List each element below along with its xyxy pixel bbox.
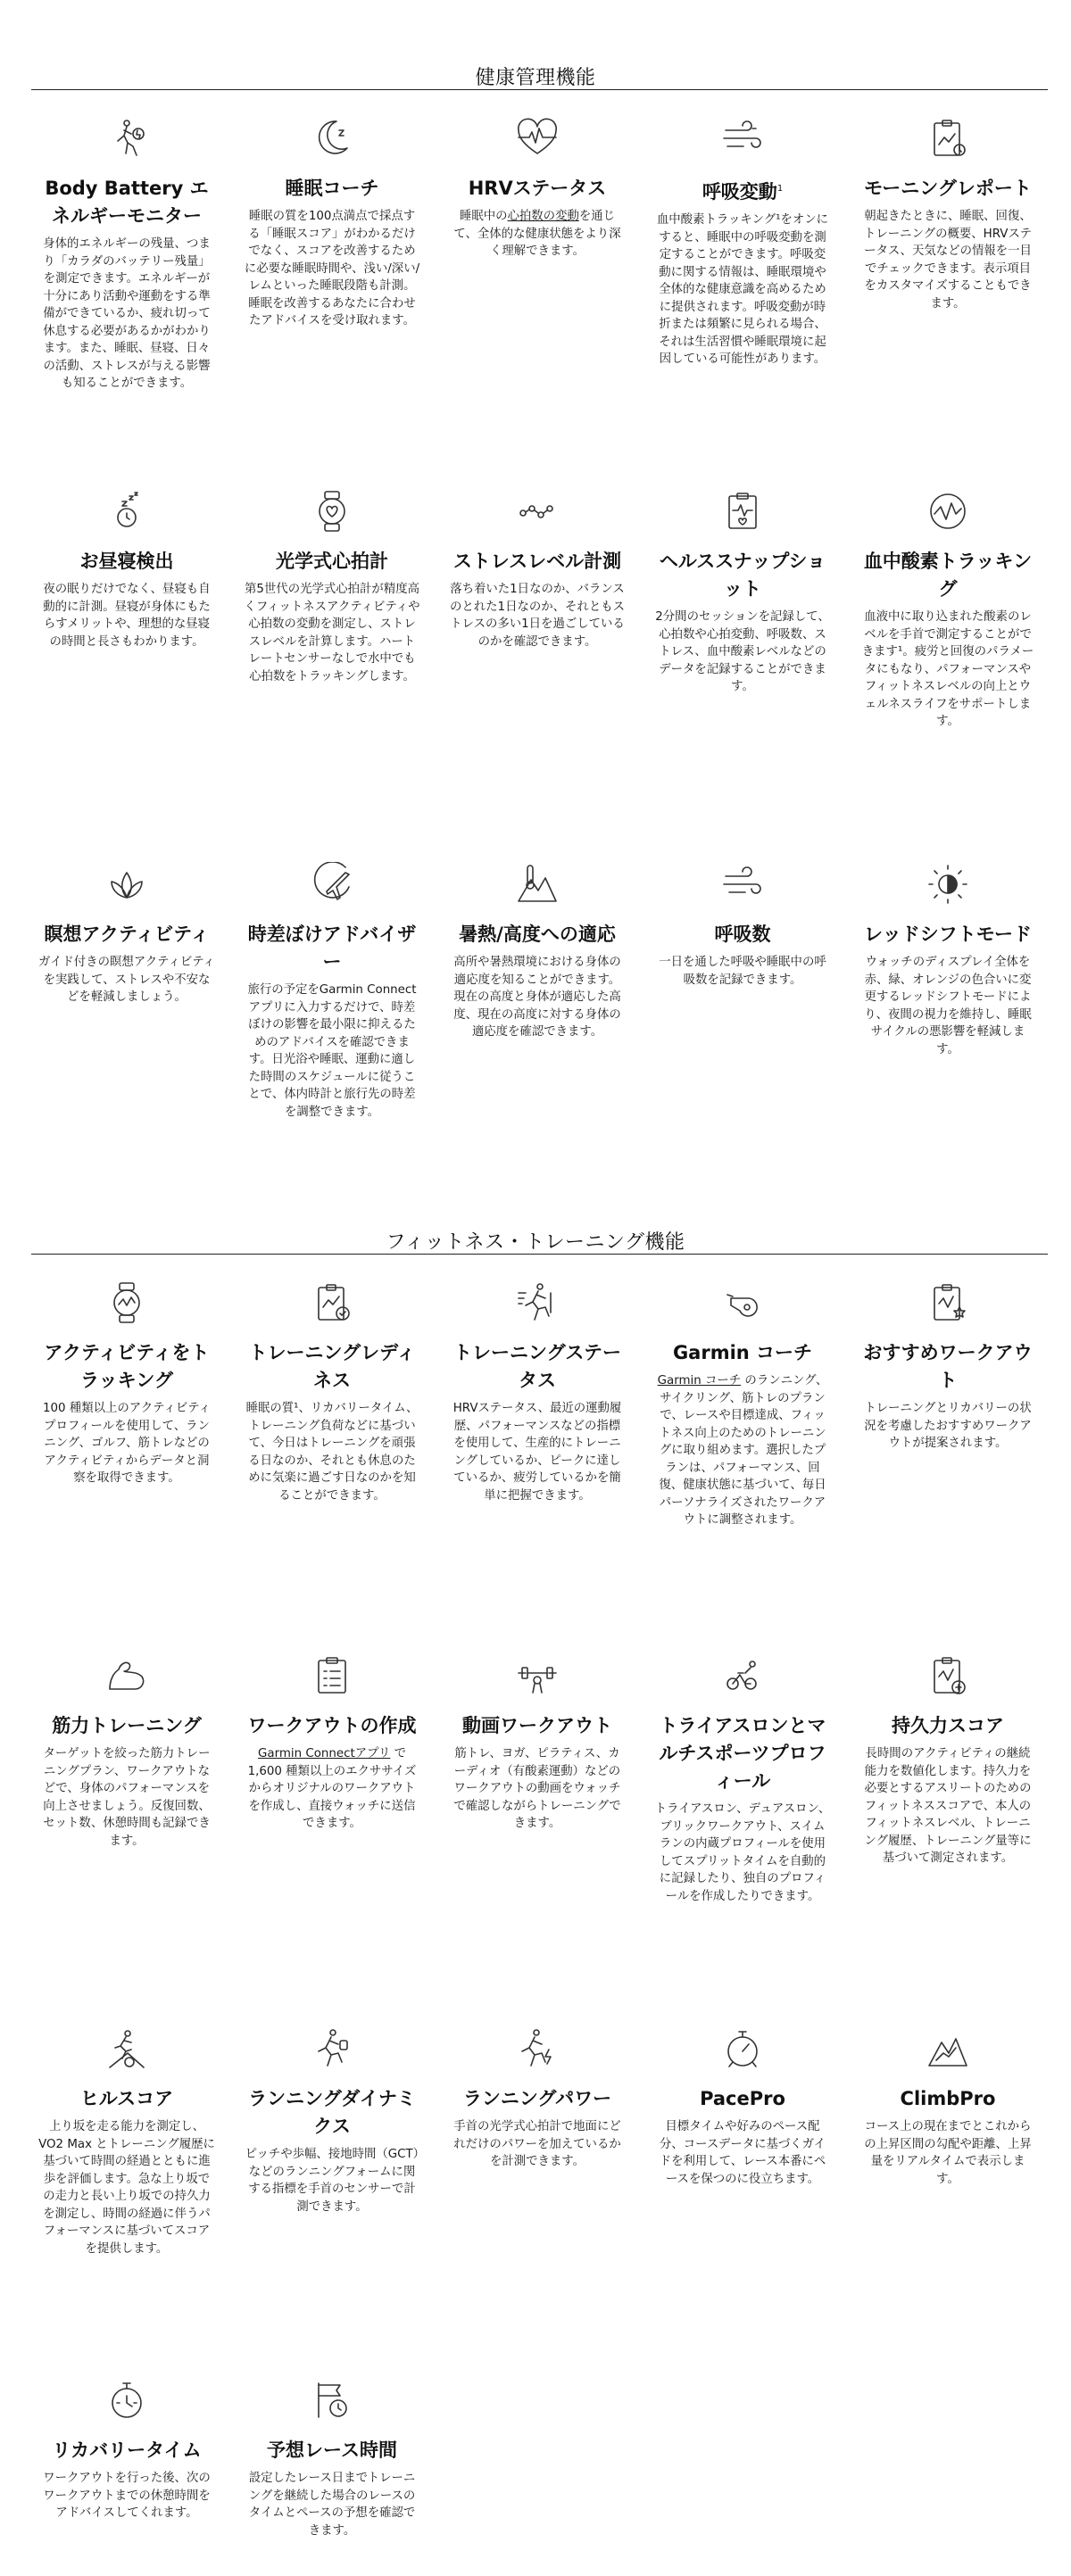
feature-description xyxy=(647,1372,838,1529)
feature-title-text: トライアスロンとマルチスポーツプロフィール xyxy=(659,1715,826,1792)
respiration-icon xyxy=(647,853,838,915)
feature-card xyxy=(237,2369,428,2539)
feature-title-text: 瞑想アクティビティ xyxy=(44,924,210,945)
recovery-time-icon xyxy=(31,2369,222,2431)
description-text: 睡眠の質を100点満点で採点する「睡眠スコア」がわかるだけでなく、スコアを改善するために必要な睡眠時間や、浅い/深い/レムといった睡眠段階も計測。睡眠を改善するあなたに合わせたアドバイスを受け取れます。 xyxy=(244,210,420,327)
feature-title-text: モーニングレポート xyxy=(864,178,1032,199)
feature-description xyxy=(442,581,633,650)
feature-card xyxy=(442,2017,633,2171)
feature-card xyxy=(442,480,633,650)
feature-card xyxy=(647,2017,838,2188)
feature-title xyxy=(647,175,838,206)
feature-title-text: ランニングパワー xyxy=(462,2088,612,2109)
feature-title xyxy=(442,1339,633,1395)
health-section xyxy=(0,54,1071,1119)
stress-level-icon xyxy=(442,480,633,543)
feature-title-text: トレーニングレディネス xyxy=(248,1342,416,1391)
feature-title xyxy=(852,1339,1043,1395)
description-text: 血中酸素トラッキング¹をオンにすると、睡眠中の呼吸変動を測定することができます。呼吸変動に関する情報は、睡眠環境や全体的な健康意識を高めるために提供されます。呼吸変動が時折または頻繁に見られる場合、それは生活習慣や睡眠環境に起因している可能性があります。 xyxy=(656,213,829,366)
feature-description xyxy=(442,2118,633,2171)
feature-card xyxy=(442,107,633,261)
red-shift-icon xyxy=(852,853,1043,915)
description-text: で 1,600 種類以上のエクササイズからオリジナルのワークアウトを作成し、直接ウォッチに送信できます。 xyxy=(247,1747,417,1830)
description-text: 筋トレ、ヨガ、ピラティス、カーディオ（有酸素運動）などのワークアウトの動画をウォッチで確認しながらトレーニングできます。 xyxy=(453,1747,621,1830)
feature-title xyxy=(647,1339,838,1367)
triathlon-icon xyxy=(647,1644,838,1707)
feature-title xyxy=(237,921,428,976)
feature-description xyxy=(442,1400,633,1504)
jet-lag-icon xyxy=(237,853,428,915)
feature-card xyxy=(31,2017,222,2257)
feature-title xyxy=(31,548,222,576)
meditation-icon xyxy=(31,853,222,915)
feature-description xyxy=(852,1400,1043,1453)
workout-creation-icon xyxy=(237,1644,428,1707)
feature-description xyxy=(31,2470,222,2522)
feature-card xyxy=(31,2369,222,2522)
feature-title-text: 呼吸変動 xyxy=(702,181,777,203)
description-text: 旅行の予定をGarmin Connect アプリに入力するだけで、時差ぼけの影響を最小限に抑えるためのアドバイスを確認できます。日光浴や睡眠、運動に適した時間のスケジュールに従うことで、体内時計と旅行先の時差を調整できます。 xyxy=(247,983,417,1119)
feature-card xyxy=(647,853,838,989)
feature-title-text: 暑熱/高度への適応 xyxy=(459,924,616,945)
running-dynamics-icon xyxy=(237,2017,428,2080)
feature-title-text: HRVステータス xyxy=(468,178,607,199)
description-text: ターゲットを絞った筋力トレーニングプラン、ワークアウトなどで、身体のパフォーマンスを向上させましょう。反復回数、セット数、休憩時間も記録できます。 xyxy=(43,1747,211,1848)
feature-description xyxy=(442,1745,633,1833)
feature-card xyxy=(442,853,633,1041)
description-text: 落ち着いた1日なのか、バランスのとれた1日なのか、それともストレスの多い1日を過ごしているのかを確認できます。 xyxy=(450,583,625,649)
sleep-coach-icon xyxy=(237,107,428,170)
feature-description xyxy=(31,2118,222,2257)
animated-workout-icon xyxy=(442,1644,633,1707)
description-text: 上り坂を走る能力を測定し、VO2 Max とトレーニング履歴に基づいて時間の経過とともに進歩を評価します。急な上り坂での走力と長い上り坂での持久力を測定し、時間の経過に伴うパフォーマンスに基づいてスコアを提供します。 xyxy=(38,2120,215,2256)
feature-card xyxy=(647,1271,838,1529)
description-text: 高所や暑熱環境における身体の適応度を知ることができます。現在の高度と身体が適応した高度、現在の高度に対する身体の適応度を確認できます。 xyxy=(453,956,621,1039)
feature-description xyxy=(31,1400,222,1487)
feature-title-text: Body Battery エネルギーモニター xyxy=(45,178,209,227)
training-status-icon xyxy=(442,1271,633,1334)
feature-description xyxy=(237,2470,428,2539)
feature-card xyxy=(647,480,838,696)
feature-title-text: アクティビティをトラッキング xyxy=(44,1342,210,1391)
feature-card xyxy=(852,2017,1043,2188)
description-text: ガイド付きの瞑想アクティビティを実践して、ストレスや不安などを軽減しましょう。 xyxy=(38,956,215,1004)
feature-description xyxy=(442,954,633,1041)
feature-title-text: リカバリータイム xyxy=(52,2439,202,2461)
feature-title xyxy=(237,1712,428,1740)
feature-description xyxy=(852,2118,1043,2188)
feature-title-text: Garmin コーチ xyxy=(672,1342,813,1363)
feature-title-text: 予想レース時間 xyxy=(267,2439,397,2461)
description-text: 身体的エネルギーの残量、つまり「カラダのバッテリー残量」を測定できます。エネルギーが十分にあり活動や運動をする準備ができているか、疲れ切って休息する必要があるかがわかります。また、睡眠、昼寝、日々の活動、ストレスが与える影響も知ることができます。 xyxy=(43,237,211,390)
feature-card xyxy=(31,1644,222,1850)
strength-training-icon xyxy=(31,1644,222,1707)
feature-title-text: 筋力トレーニング xyxy=(52,1715,202,1736)
section-divider xyxy=(31,89,1048,90)
suggested-workout-icon xyxy=(852,1271,1043,1334)
feature-description xyxy=(852,609,1043,731)
feature-description xyxy=(647,954,838,989)
body-battery-icon xyxy=(31,107,222,170)
feature-title xyxy=(852,548,1043,603)
feature-description xyxy=(647,609,838,696)
description-text: 夜の眠りだけでなく、昼寝も自動的に計測。昼寝が身体にもたらすメリットや、理想的な昼寝の時間と長さもわかります。 xyxy=(43,583,211,649)
description-text: コース上の現在までとこれからの上昇区間の勾配や距離、上昇量をリアルタイムで表示します。 xyxy=(864,2120,1032,2186)
description-text: ウォッチのディスプレイ全体を赤、緑、オレンジの色合いに変更するレッドシフトモードにより、夜間の視力を維持し、睡眠サイクルの悪影響を軽減します。 xyxy=(864,956,1032,1056)
feature-title-text: 睡眠コーチ xyxy=(285,178,379,199)
feature-title-text: トレーニングステータス xyxy=(453,1342,621,1391)
section-title: フィットネス・トレーニング機能 xyxy=(386,1231,685,1254)
description-link[interactable]: Garmin Connectアプリ xyxy=(257,1747,391,1760)
feature-description xyxy=(237,1745,428,1833)
feature-title-text: 動画ワークアウト xyxy=(462,1715,612,1736)
fitness-section-header xyxy=(0,1218,1071,1268)
description-text: トライアスロン、デュアスロン、ブリックワークアウト、スイムランの内蔵プロフィールを使用してスプリットタイムを自動的に記録したり、独自のプロフィールを作成したりできます。 xyxy=(654,1802,831,1903)
feature-description xyxy=(31,236,222,393)
feature-description xyxy=(647,1801,838,1905)
feature-title xyxy=(442,1712,633,1740)
feature-description xyxy=(852,954,1043,1058)
feature-card xyxy=(852,853,1043,1058)
feature-description xyxy=(237,581,428,685)
description-text: トレーニングとリカバリーの状況を考慮したおすすめワークアウトが提案されます。 xyxy=(864,1402,1032,1450)
feature-title xyxy=(31,921,222,948)
climbpro-icon xyxy=(852,2017,1043,2080)
description-text: 睡眠の質¹、リカバリータイム、トレーニング負荷などに基づいて、今日はトレーニングを頑張る日なのか、それとも休息のために気楽に過ごす日なのかを知ることができます。 xyxy=(245,1402,419,1503)
training-readiness-icon xyxy=(237,1271,428,1334)
fitness-section xyxy=(0,1218,1071,2538)
description-text: 100 種類以上のアクティビティプロフィールを使用して、ランニング、ゴルフ、筋トレなどのアクティビティからデータと洞察を取得できます。 xyxy=(43,1402,211,1485)
feature-description xyxy=(31,581,222,650)
feature-title-text: レッドシフトモード xyxy=(864,924,1032,945)
endurance-score-icon xyxy=(852,1644,1043,1707)
feature-description xyxy=(852,208,1043,312)
feature-card xyxy=(442,1644,633,1833)
optical-hr-icon xyxy=(237,480,428,543)
feature-card xyxy=(31,480,222,650)
race-predictor-icon xyxy=(237,2369,428,2431)
feature-card xyxy=(237,1644,428,1833)
feature-title xyxy=(442,2085,633,2113)
feature-description xyxy=(237,208,428,330)
nap-detection-icon xyxy=(31,480,222,543)
feature-card xyxy=(852,1644,1043,1868)
description-text: 血液中に取り込まれた酸素のレベルを手首で測定することができます¹。疲労と回復のパラメータにもなり、パフォーマンスやフィットネスレベルの向上とウェルネスライフをサポートします。 xyxy=(861,610,1034,728)
feature-description xyxy=(237,1400,428,1504)
feature-card xyxy=(647,107,838,369)
feature-title xyxy=(852,2085,1043,2113)
description-text: 朝起きたときに、睡眠、回復、トレーニングの概要、HRVステータス、天気などの情報を一目でチェックできます。表示項目をカスタマイズすることもできます。 xyxy=(864,210,1032,311)
feature-card xyxy=(237,480,428,685)
feature-title xyxy=(442,921,633,948)
feature-card xyxy=(852,107,1043,312)
feature-title-text: ランニングダイナミクス xyxy=(248,2088,416,2137)
section-title: 健康管理機能 xyxy=(475,67,596,89)
description-text: を通じて、全体的な健康状態をより深く理解できます。 xyxy=(453,210,621,258)
feature-card xyxy=(237,2017,428,2216)
feature-title-text: ストレスレベル計測 xyxy=(452,551,622,572)
feature-card xyxy=(31,1271,222,1487)
morning-report-icon xyxy=(852,107,1043,170)
description-text: 睡眠中の xyxy=(459,210,508,223)
feature-title-text: ワークアウトの作成 xyxy=(247,1715,417,1736)
footnote-marker: 1 xyxy=(776,184,784,194)
feature-title-text: 呼吸数 xyxy=(714,924,771,945)
feature-title-text: ヘルススナップショット xyxy=(659,551,826,600)
feature-card xyxy=(237,853,428,1121)
feature-title xyxy=(31,1339,222,1395)
pacepro-icon xyxy=(647,2017,838,2080)
feature-description xyxy=(442,208,633,261)
description-link[interactable]: Garmin コーチ xyxy=(657,1374,742,1387)
section-divider xyxy=(31,1254,1048,1255)
hill-score-icon xyxy=(31,2017,222,2080)
feature-description xyxy=(852,1745,1043,1868)
description-text: 設定したレース日までトレーニングを継続した場合のレースのタイムとペースの予想を確認できます。 xyxy=(248,2472,416,2538)
feature-title xyxy=(237,1339,428,1395)
description-text: ピッチや歩幅、接地時間（GCT）などのランニングフォームに関する指標を手首のセンサーで計測できます。 xyxy=(245,2148,419,2214)
description-text: 長時間のアクティビティの継続能力を数値化します。持久力を必要とするアスリートのためのフィットネススコアで、本人のフィットネスレベル、トレーニング履歴、トレーニング量等に基づいて測定されます。 xyxy=(864,1747,1032,1865)
feature-card xyxy=(31,107,222,393)
activity-tracking-icon xyxy=(31,1271,222,1334)
feature-title xyxy=(647,2085,838,2113)
pulse-ox-icon xyxy=(852,480,1043,543)
description-text: 第5世代の光学式心拍計が精度高くフィットネスアクティビティや心拍数の変動を測定し、ストレスレベルを計算します。ハートレートセンサーなしで水中でも心拍数をトラッキングします。 xyxy=(244,583,420,683)
feature-title-text: 時差ぼけアドバイザー xyxy=(247,924,417,973)
breathing-variation-icon xyxy=(647,107,838,170)
feature-title-text: お昼寝検出 xyxy=(79,551,174,572)
feature-title xyxy=(31,175,222,230)
feature-description xyxy=(237,982,428,1121)
feature-title-text: ClimbPro xyxy=(900,2088,996,2109)
feature-description xyxy=(647,2118,838,2188)
feature-title xyxy=(442,175,633,203)
feature-title xyxy=(647,548,838,603)
health-snapshot-icon xyxy=(647,480,838,543)
feature-title xyxy=(237,548,428,576)
feature-title xyxy=(31,2085,222,2113)
feature-card xyxy=(647,1644,838,1905)
description-text: 手首の光学式心拍計で地面にどれだけのパワーを加えているかを計測できます。 xyxy=(453,2120,621,2168)
feature-card xyxy=(31,853,222,1006)
feature-title xyxy=(647,921,838,948)
description-text: のランニング、サイクリング、筋トレのプランで、レースや目標達成、フィットネス向上のためのトレーニングに取り組めます。選択したプランは、パフォーマンス、回復、健康状態に基づいて、毎日パーソナライズされたワークアウトに調整されます。 xyxy=(659,1374,828,1527)
feature-title xyxy=(647,1712,838,1795)
feature-description xyxy=(31,954,222,1006)
feature-title xyxy=(852,921,1043,948)
health-section-header xyxy=(0,54,1071,104)
feature-description xyxy=(31,1745,222,1850)
heat-altitude-icon xyxy=(442,853,633,915)
description-text: 一日を通した呼吸や睡眠中の呼吸数を記録できます。 xyxy=(659,956,826,987)
feature-title xyxy=(237,175,428,203)
feature-card xyxy=(237,1271,428,1504)
feature-title-text: PacePro xyxy=(700,2088,785,2109)
description-link[interactable]: 心拍数の変動 xyxy=(507,210,579,223)
feature-card xyxy=(237,107,428,330)
feature-title-text: おすすめワークアウト xyxy=(863,1342,1033,1391)
feature-title xyxy=(852,1712,1043,1740)
feature-description xyxy=(237,2146,428,2216)
description-text: 2分間のセッションを記録して、心拍数や心拍変動、呼吸数、ストレス、血中酸素レベルなどのデータを記録することができます。 xyxy=(655,610,830,693)
garmin-coach-icon xyxy=(647,1271,838,1334)
feature-title xyxy=(31,1712,222,1740)
running-power-icon xyxy=(442,2017,633,2080)
feature-title xyxy=(442,548,633,576)
feature-card xyxy=(852,480,1043,731)
feature-title xyxy=(852,175,1043,203)
feature-title xyxy=(237,2437,428,2464)
description-text: HRVステータス、最近の運動履歴、パフォーマンスなどの指標を使用して、生産的にトレーニングしているか、ピークに達しているか、疲労しているかを簡単に把握できます。 xyxy=(452,1402,622,1503)
hrv-status-icon xyxy=(442,107,633,170)
feature-title-text: ヒルスコア xyxy=(79,2088,174,2109)
description-text: 目標タイムや好みのペース配分、コースデータに基づくガイドを利用して、レース本番にペースを保つのに役立ちます。 xyxy=(659,2120,826,2186)
feature-description xyxy=(647,211,838,369)
feature-title xyxy=(237,2085,428,2141)
feature-title xyxy=(31,2437,222,2464)
feature-title-text: 血中酸素トラッキング xyxy=(863,551,1033,600)
feature-card xyxy=(442,1271,633,1504)
feature-card xyxy=(852,1271,1043,1453)
feature-title-text: 光学式心拍計 xyxy=(276,551,388,572)
feature-title-text: 持久力スコア xyxy=(892,1715,1004,1736)
description-text: ワークアウトを行った後、次のワークアウトまでの休憩時間をアドバイスしてくれます。 xyxy=(43,2472,211,2520)
